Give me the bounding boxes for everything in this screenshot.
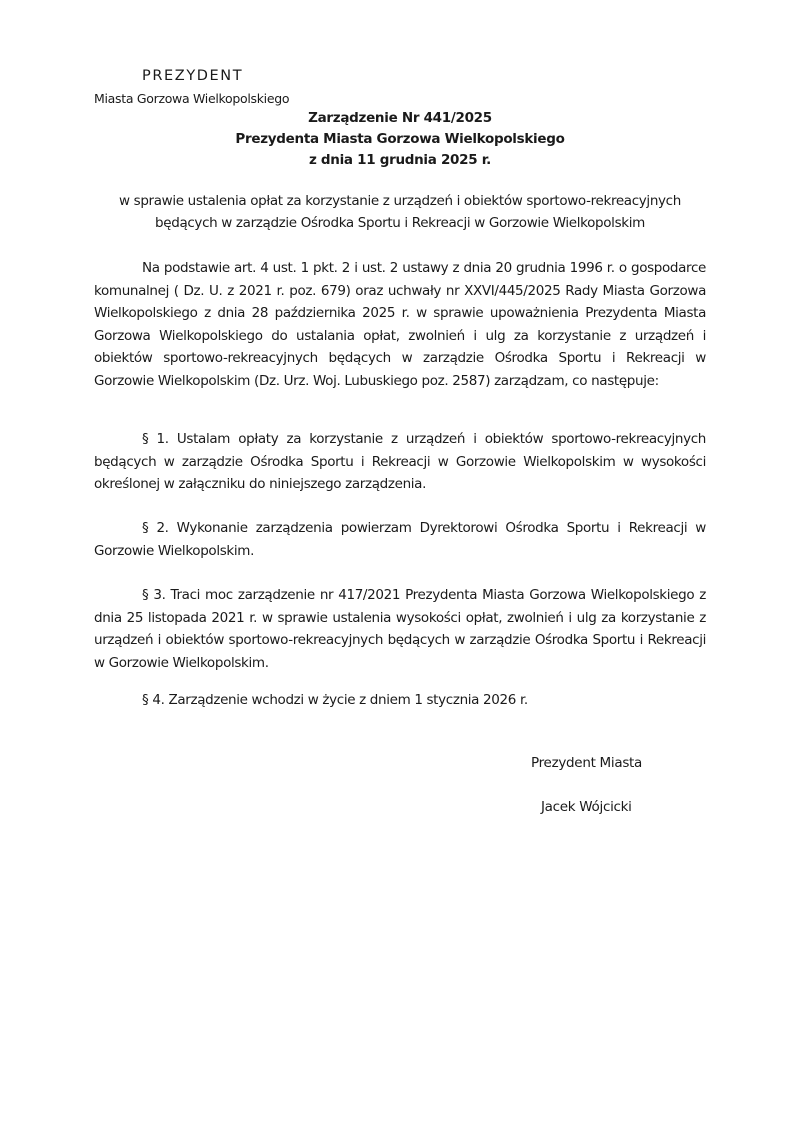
- section-1-text: § 1. Ustalam opłaty za korzystanie z urządzeń i obiektów sportowo-rekreacyjnych będących w zarządzie Ośrodka Sportu i Rekreacji w Gorzowie Wielkopolskim w wysokości określonej w załączniku do niniejszego zarządzenia.: [94, 431, 706, 492]
- ordinance-issuer: Prezydenta Miasta Gorzowa Wielkopolskiego: [235, 131, 565, 147]
- section-4: [94, 689, 706, 712]
- section-3-text: § 3. Traci moc zarządzenie nr 417/2021 Prezydenta Miasta Gorzowa Wielkopolskiego z dnia 25 listopada 2021 r. w sprawie ustalenia wysokości opłat, zwolnień i ulg za korzystanie z urządzeń i obiektów sportowo-rekreacyjnych będących w zarządzie Ośrodka Sportu i Rekreacji w Gorzowie Wielkopolskim.: [94, 587, 706, 671]
- header-office: PREZYDENT: [142, 68, 244, 84]
- signature-name: Jacek Wójcicki: [541, 799, 632, 815]
- signature-role: Prezydent Miasta: [531, 755, 643, 771]
- section-4-text: § 4. Zarządzenie wchodzi w życie z dniem 1 stycznia 2026 r.: [142, 692, 528, 708]
- section-2: [94, 517, 706, 562]
- ordinance-number: Zarządzenie Nr 441/2025: [308, 110, 492, 126]
- section-1: [94, 428, 706, 496]
- header-city: Miasta Gorzowa Wielkopolskiego: [94, 91, 290, 106]
- preamble-text: Na podstawie art. 4 ust. 1 pkt. 2 i ust. 2 ustawy z dnia 20 grudnia 1996 r. o gospodarce komunalnej ( Dz. U. z 2021 r. poz. 679) oraz uchwały nr XXVI/445/2025 Rady Miasta Gorzowa Wielkopolskiego z dnia 28 października 2025 r. w sprawie upoważnienia Prezydenta Miasta Gorzowa Wielkopolskiego do ustalania opłat, zwolnień i ulg za korzystanie z urządzeń i obiektów sportowo-rekreacyjnych będących w zarządzie Ośrodka Sportu i Rekreacji w Gorzowie Wielkopolskim (Dz. Urz. Woj. Lubuskiego poz. 2587) zarządzam, co następuje:: [94, 260, 706, 389]
- ordinance-date: z dnia 11 grudnia 2025 r.: [308, 152, 492, 168]
- ordinance-subject: w sprawie ustalenia opłat za korzystanie z urządzeń i obiektów sportowo-rekreacyjnych będących w zarządzie Ośrodka Sportu i Rekreacji w Gorzowie Wielkopolskim: [119, 193, 681, 231]
- section-3: [94, 584, 706, 674]
- preamble: [94, 257, 706, 392]
- section-2-text: § 2. Wykonanie zarządzenia powierzam Dyrektorowi Ośrodka Sportu i Rekreacji w Gorzowie Wielkopolskim.: [94, 520, 706, 559]
